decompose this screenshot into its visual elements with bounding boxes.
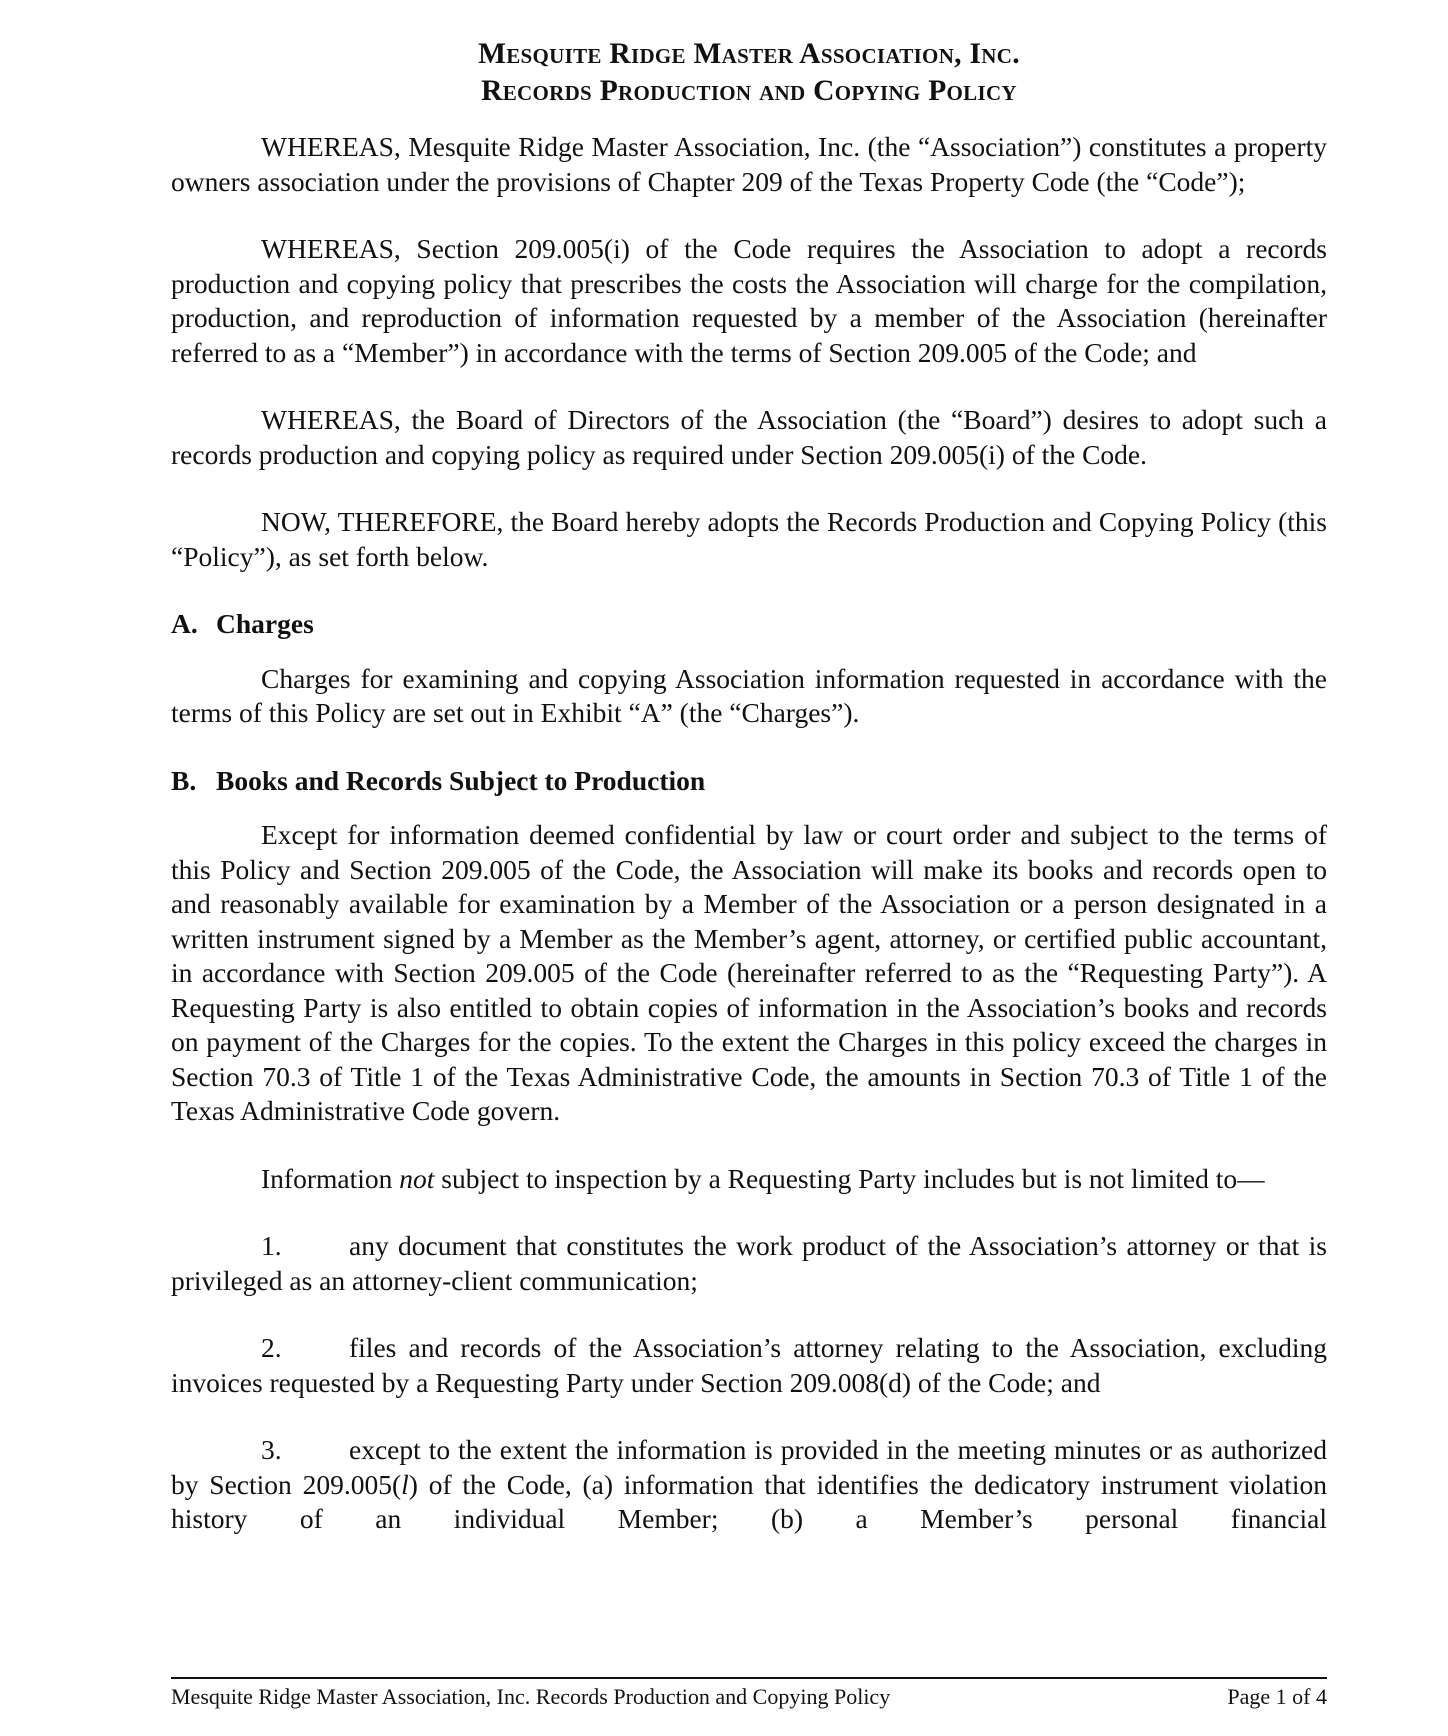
not-subject-em: not: [399, 1162, 435, 1194]
recital-4: NOW, THEREFORE, the Board hereby adopts the Records Production and Copying Policy (this “Policy”), as set forth below.: [171, 506, 1327, 572]
section-a-title: Charges: [216, 608, 314, 639]
section-a-letter: A.: [171, 608, 198, 639]
section-a-body: Charges for examining and copying Association information requested in accordance with the terms of this Policy are set out in Exhibit “A” (the “Charges”).: [171, 662, 1327, 728]
recital-3: WHEREAS, the Board of Directors of the Association (the “Board”) desires to adopt such a records production and copying policy as required under Section 209.005(i) of the Code.: [171, 404, 1327, 470]
document-title: [171, 36, 1327, 110]
list-item-number: 3.: [261, 1434, 282, 1465]
list-item-text: files and records of the Association’s attorney relating to the Association, excluding invoices requested by a Requesting Party under Section 209.008(d) of the Code; and: [171, 1332, 1327, 1398]
recital-1: WHEREAS, Mesquite Ridge Master Association, Inc. (the “Association”) constitutes a property owners association under the provisions of Chapter 209 of the Texas Property Code (the “Code”);: [171, 131, 1327, 197]
list-item-text-em: l: [401, 1468, 409, 1500]
list-item-text-post: ) of the Code, (a) information that identifies the dedicatory instrument violation history of an individual Member; (b) a Member’s personal financial: [171, 1468, 1327, 1534]
section-b-title: Books and Records Subject to Production: [216, 764, 706, 796]
list-item: [171, 1433, 1327, 1537]
not-subject-intro: [171, 1162, 1327, 1197]
list-item-text-pre: except to the extent the information is provided in the meeting minutes or as authorized by Section 209.005(: [171, 1434, 1327, 1500]
not-subject-pre: Information: [261, 1162, 400, 1194]
list-item-number: 1.: [261, 1230, 282, 1261]
title-line-1: Mesquite Ridge Master Association, Inc.: [478, 38, 1020, 70]
section-b-body: Except for information deemed confidential by law or court order and subject to the terms of this Policy and Section 209.005 of the Code, the Association will make its books and records open to and reasonably available for examination by a Member of the Association or a person designated in a written instrument signed by a Member as the Member’s agent, attorney, or certified public accountant, in accordance with Section 209.005 of the Code (hereinafter referred to as the “Requesting Party”). A Requesting Party is also entitled to obtain copies of information in the Association’s books and records on payment of the Charges for the copies. To the extent the Charges in this policy exceed the charges in Section 70.3 of Title 1 of the Texas Administrative Code, the amounts in Section 70.3 of Title 1 of the Texas Administrative Code govern.: [171, 819, 1327, 1126]
document-page: [171, 36, 1327, 1570]
footer-title: Mesquite Ridge Master Association, Inc. Records Production and Copying Policy: [171, 1684, 891, 1709]
list-item: [171, 1229, 1327, 1298]
page-footer: [171, 1677, 1327, 1711]
list-item-number: 2.: [261, 1332, 282, 1363]
title-line-2: Records Production and Copying Policy: [481, 75, 1017, 107]
section-a-heading: [171, 607, 1327, 642]
not-subject-post: subject to inspection by a Requesting Party includes but is not limited to—: [434, 1162, 1265, 1194]
section-b-letter: B.: [171, 764, 197, 796]
page-number: Page 1 of 4: [1227, 1684, 1327, 1709]
list-item-text: any document that constitutes the work product of the Association’s attorney or that is privileged as an attorney-client communication;: [171, 1230, 1327, 1296]
section-b-heading: [171, 764, 1327, 799]
recital-2: WHEREAS, Section 209.005(i) of the Code requires the Association to adopt a records production and copying policy that prescribes the costs the Association will charge for the compilation, production, and reproduction of information requested by a member of the Association (hereinafter referred to as a “Member”) in accordance with the terms of Section 209.005 of the Code; and: [171, 233, 1327, 368]
list-item: [171, 1331, 1327, 1400]
